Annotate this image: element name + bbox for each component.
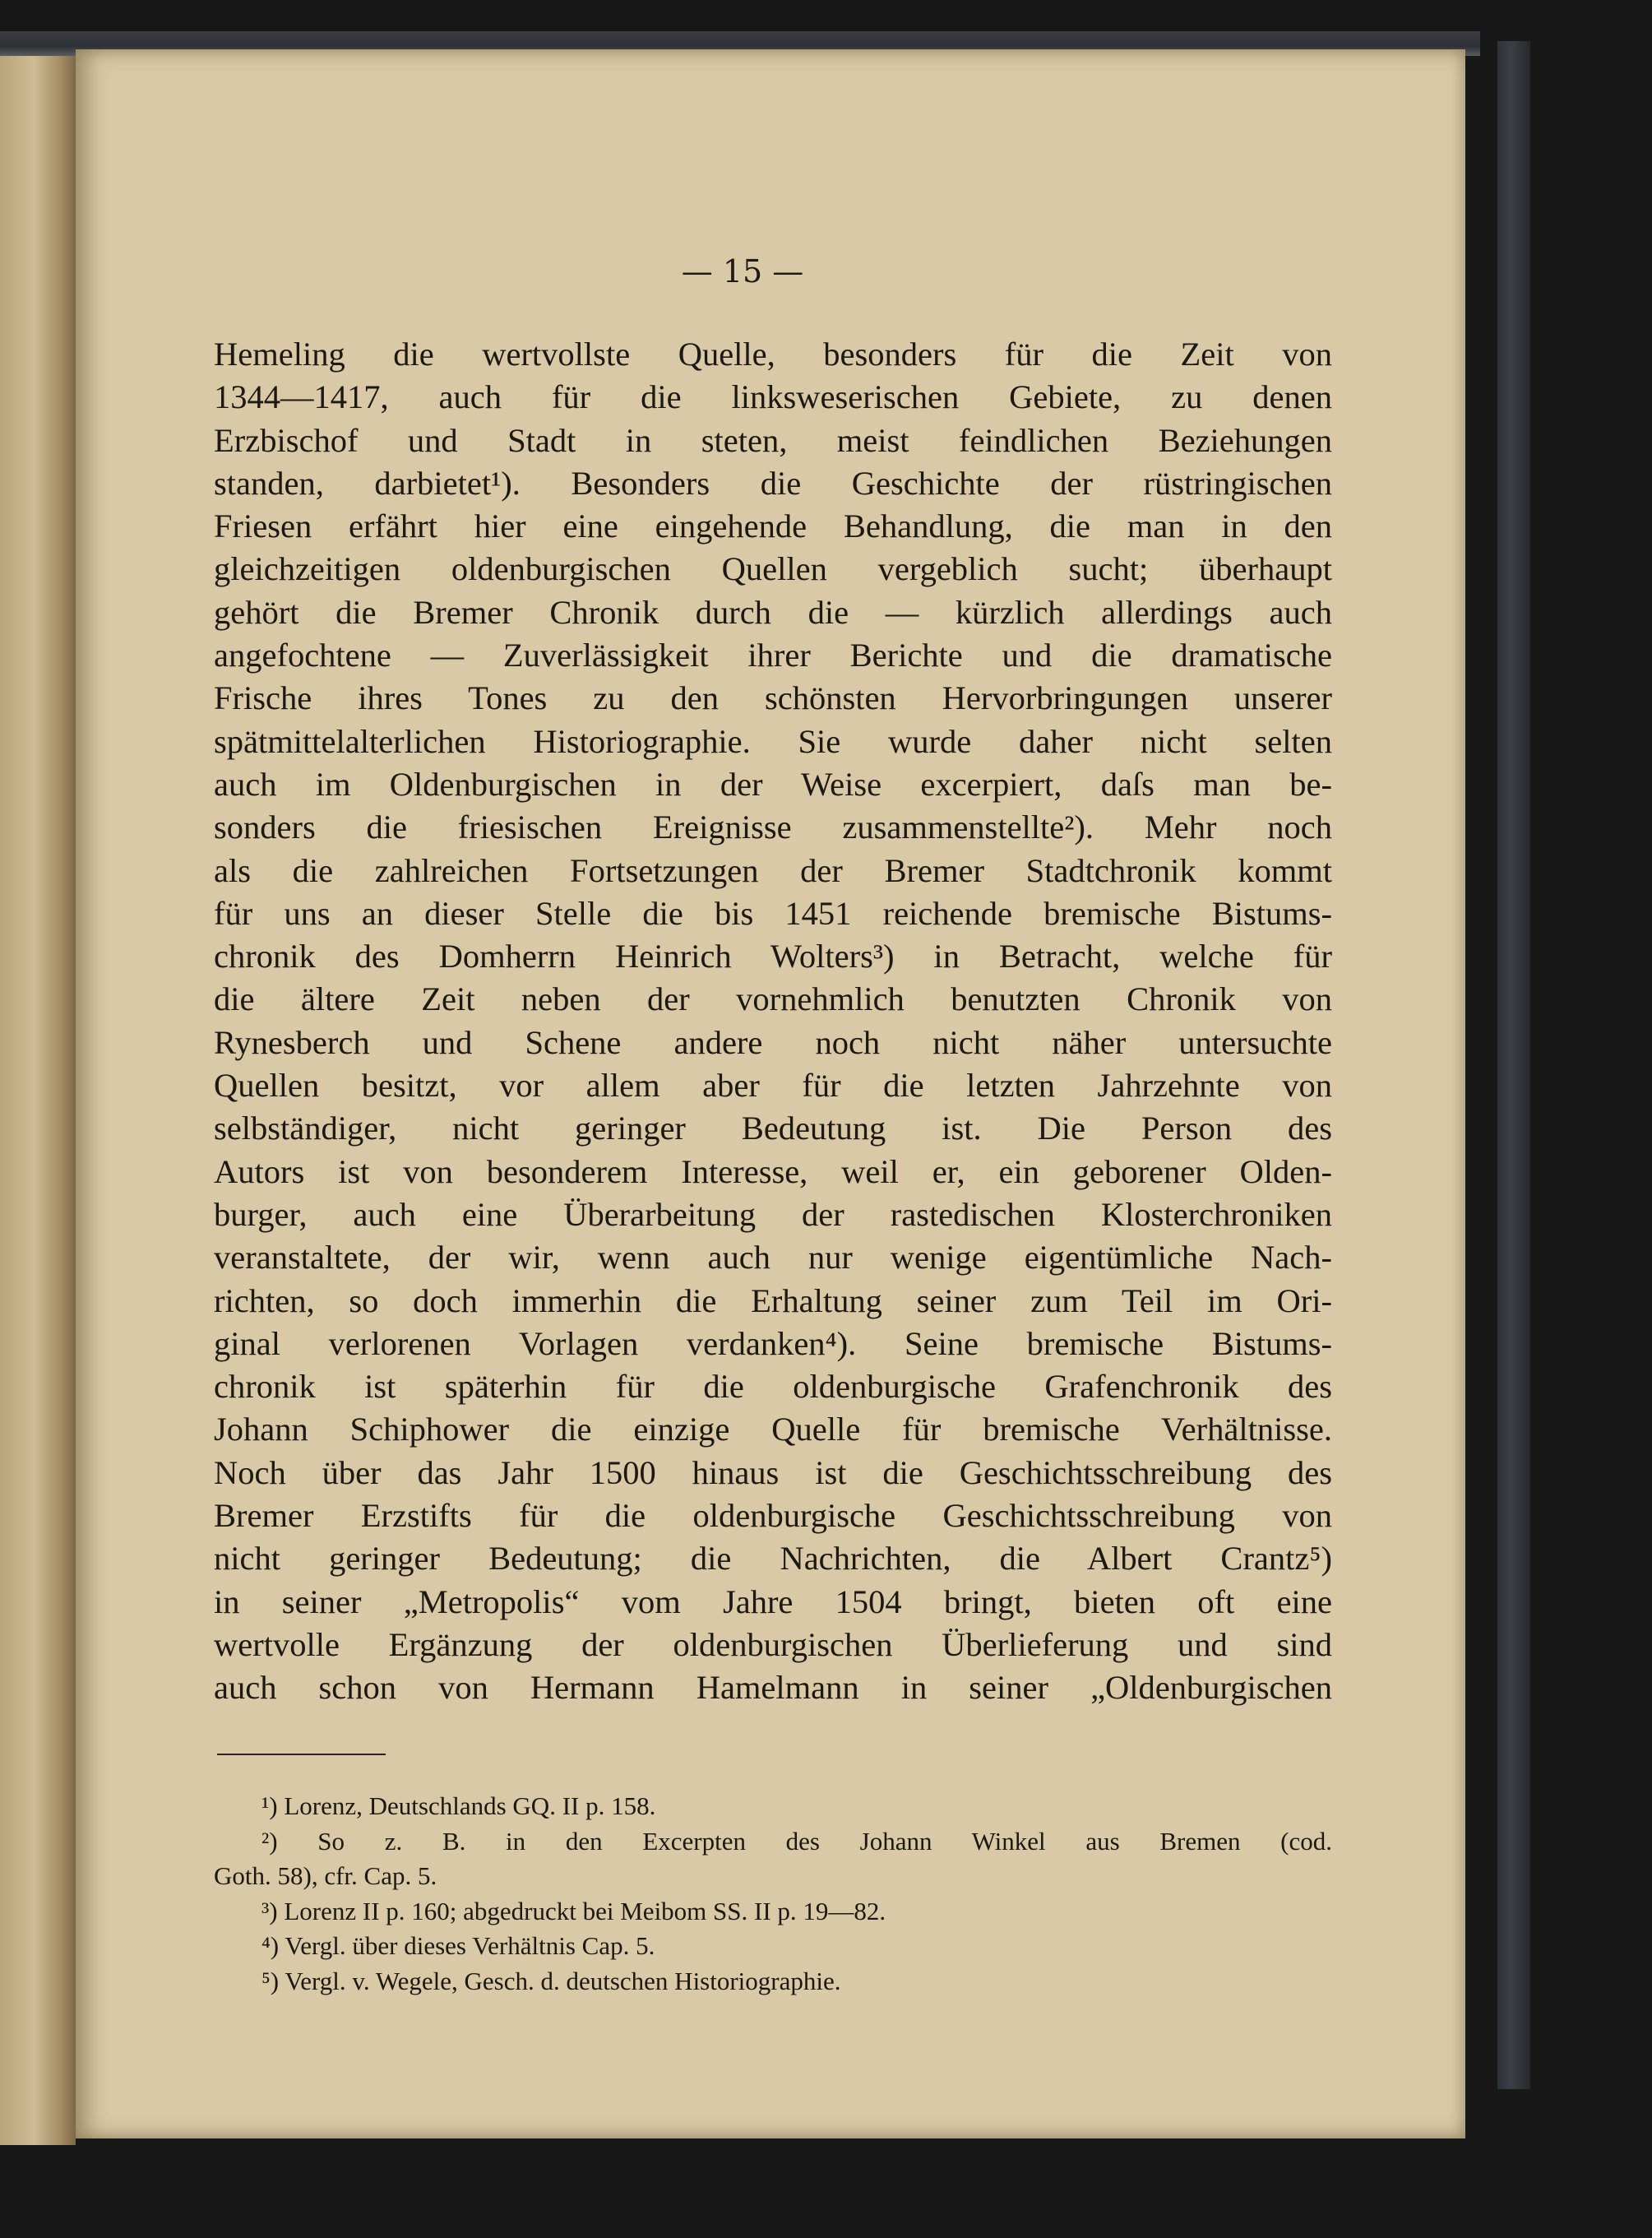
text-line: Friesen erfährt hier eine eingehende Behandlung, die man in den bbox=[214, 507, 1332, 545]
text-line: Hemeling die wertvollste Quelle, besonders für die Zeit von bbox=[214, 336, 1332, 373]
text-line: wertvolle Ergänzung der oldenburgischen Überlieferung und sind bbox=[214, 1625, 1332, 1663]
text-line: für uns an dieser Stelle die bis 1451 reichende bremische Bistums- bbox=[214, 894, 1332, 932]
page-number: — 15 — bbox=[681, 253, 804, 290]
footnote-4: ⁴) Vergl. über dieses Verhältnis Cap. 5. bbox=[261, 1931, 655, 1960]
book-page bbox=[76, 49, 1465, 2138]
text-line: Johann Schiphower die einzige Quelle für bremische Verhältnisse. bbox=[214, 1411, 1332, 1448]
text-line: auch im Oldenburgischen in der Weise excerpiert, daſs man be- bbox=[214, 765, 1332, 803]
footnotes bbox=[214, 1789, 1332, 1999]
text-line: ginal verlorenen Vorlagen verdanken⁴). Seine bremische Bistums- bbox=[214, 1324, 1332, 1362]
footnote-1: ¹) Lorenz, Deutschlands GQ. II p. 158. bbox=[261, 1791, 656, 1820]
text-line: spätmittelalterlichen Historiographie. Sie wurde daher nicht selten bbox=[214, 722, 1332, 760]
text-line: 1344—1417, auch für die linksweserischen Gebiete, zu denen bbox=[214, 378, 1332, 416]
text-line: als die zahlreichen Fortsetzungen der Bremer Stadtchronik kommt bbox=[214, 851, 1332, 889]
text-line: Autors ist von besonderem Interesse, weil er, ein geborener Olden- bbox=[214, 1152, 1332, 1190]
text-line: chronik ist späterhin für die oldenburgische Grafenchronik des bbox=[214, 1368, 1332, 1406]
text-line: angefochtene — Zuverlässigkeit ihrer Berichte und die dramatische bbox=[214, 637, 1332, 674]
text-line: Bremer Erzstifts für die oldenburgische Geschichtsschreibung von bbox=[214, 1497, 1332, 1535]
text-line: sonders die friesischen Ereignisse zusammenstellte²). Mehr noch bbox=[214, 809, 1332, 846]
footnote-2: ²) So z. B. in den Excerpten des Johann Winkel aus Bremen (cod. bbox=[261, 1826, 1332, 1856]
footnote-divider bbox=[217, 1754, 386, 1755]
text-line: auch schon von Hermann Hamelmann in seiner „Oldenburgischen bbox=[214, 1669, 1332, 1707]
body-text bbox=[214, 333, 1332, 1710]
book-binding-right-edge bbox=[1497, 41, 1530, 2089]
footnote-3: ³) Lorenz II p. 160; abgedruckt bei Meibom SS. II p. 19—82. bbox=[261, 1896, 886, 1925]
text-line: richten, so doch immerhin die Erhaltung seiner zum Teil im Ori- bbox=[214, 1281, 1332, 1319]
text-line: Noch über das Jahr 1500 hinaus ist die Geschichtsschreibung des bbox=[214, 1453, 1332, 1491]
left-page-edge bbox=[0, 56, 76, 2145]
text-line: in seiner „Metropolis“ vom Jahre 1504 bringt, bieten oft eine bbox=[214, 1582, 1332, 1620]
text-line: burger, auch eine Überarbeitung der rastedischen Klosterchroniken bbox=[214, 1195, 1332, 1233]
footnote-5: ⁵) Vergl. v. Wegele, Gesch. d. deutschen Historiographie. bbox=[261, 1966, 841, 1995]
text-line: Quellen besitzt, vor allem aber für die letzten Jahrzehnte von bbox=[214, 1067, 1332, 1105]
text-line: die ältere Zeit neben der vornehmlich benutzten Chronik von bbox=[214, 980, 1332, 1018]
text-line: standen, darbietet¹). Besonders die Geschichte der rüstringischen bbox=[214, 464, 1332, 502]
text-line: Erzbischof und Stadt in steten, meist feindlichen Beziehungen bbox=[214, 421, 1332, 459]
footnote-2-continued: Goth. 58), cfr. Cap. 5. bbox=[214, 1861, 437, 1890]
text-line: chronik des Domherrn Heinrich Wolters³) in Betracht, welche für bbox=[214, 938, 1332, 975]
text-line: Frische ihres Tones zu den schönsten Hervorbringungen unserer bbox=[214, 679, 1332, 717]
text-line: selbständiger, nicht geringer Bedeutung ist. Die Person des bbox=[214, 1110, 1332, 1147]
text-line: veranstaltete, der wir, wenn auch nur wenige eigentümliche Nach- bbox=[214, 1239, 1332, 1277]
text-line: nicht geringer Bedeutung; die Nachrichten, die Albert Crantz⁵) bbox=[214, 1540, 1332, 1578]
text-line: gleichzeitigen oldenburgischen Quellen vergeblich sucht; überhaupt bbox=[214, 550, 1332, 588]
text-line: Rynesberch und Schene andere noch nicht näher untersuchte bbox=[214, 1023, 1332, 1061]
text-line: gehört die Bremer Chronik durch die — kürzlich allerdings auch bbox=[214, 593, 1332, 631]
